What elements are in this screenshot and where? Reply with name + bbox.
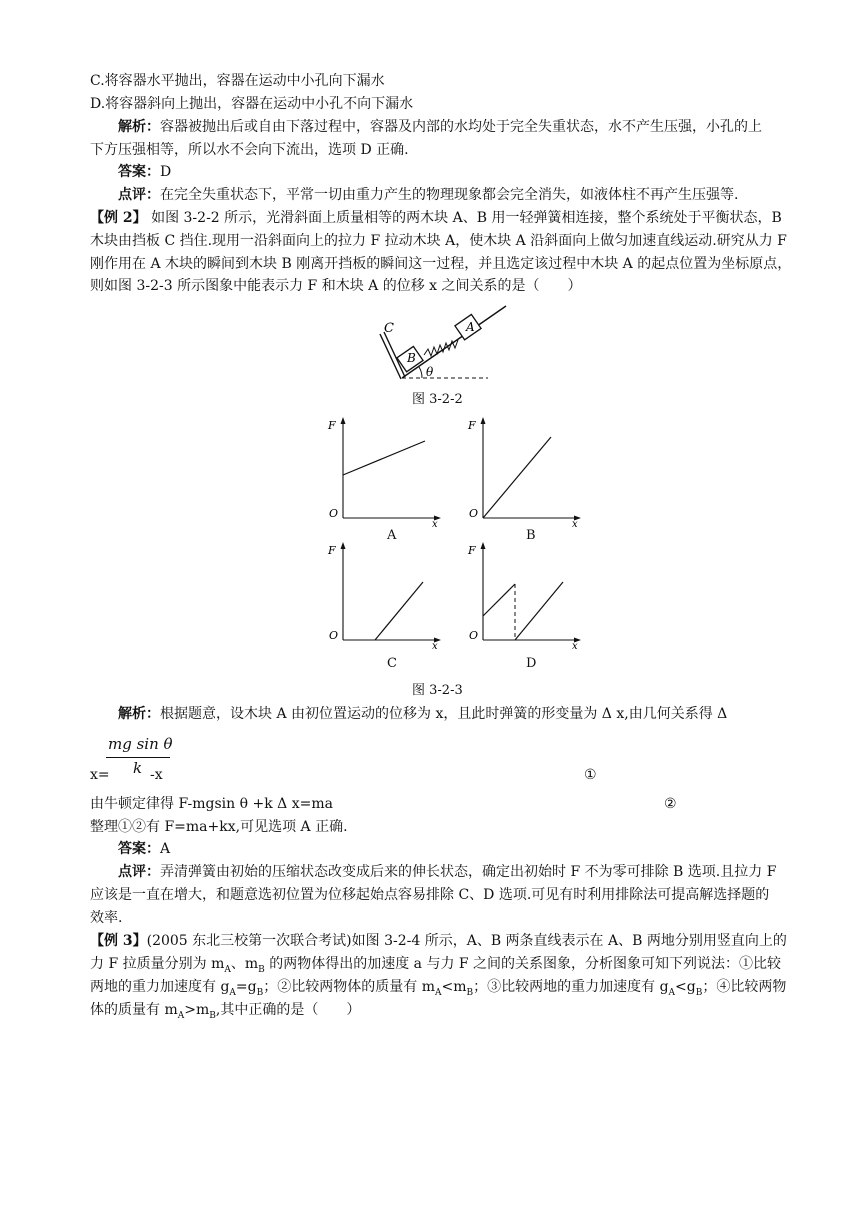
equation-1-marker: ① — [584, 767, 597, 783]
label-a: A — [466, 320, 475, 334]
answer-value: D — [160, 164, 172, 180]
analysis-label: 解析： — [118, 119, 160, 135]
answer-value: A — [160, 841, 171, 857]
label-c: C — [384, 321, 394, 336]
analysis-text: 容器被抛出后或自由下落过程中，容器及内部的水均处于完全失重状态，水不产生压强，小孔的上 — [160, 119, 762, 135]
analysis-1-line-b: 下方压强相等，所以水不会向下流出，选项 D 正确. — [90, 142, 409, 158]
equation-1-left: x= — [90, 767, 110, 783]
origin-label: O — [329, 507, 339, 520]
example-3-line-a — [90, 930, 830, 952]
figure-3-2-3-caption: 图 3-2-3 — [412, 683, 463, 698]
answer-label: 答案： — [118, 841, 160, 857]
subscript-a: A — [224, 964, 231, 975]
comment-2-line-a — [118, 861, 858, 883]
example-3-line-c — [90, 976, 830, 998]
axis-x-label: x — [432, 641, 438, 652]
graph-a-label: A — [387, 528, 397, 543]
answer-1 — [118, 161, 858, 183]
comment-label: 点评： — [118, 187, 160, 203]
graph-d — [465, 540, 585, 652]
axis-x-label: x — [572, 641, 578, 652]
axis-x-label: x — [432, 519, 438, 527]
text-fragment: ；③比较两地的重力加速度有 g — [473, 979, 669, 995]
text-fragment: 、m — [230, 956, 259, 972]
answer-label: 答案： — [118, 164, 160, 180]
text-fragment: 体的质量有 m — [90, 1002, 178, 1018]
graph-b — [465, 415, 585, 527]
subscript-a: A — [434, 987, 442, 998]
text-fragment: <g — [675, 979, 696, 995]
analysis-2-line-a — [118, 703, 858, 725]
answer-2 — [118, 838, 858, 860]
example-2-label: 【例 2】 — [90, 210, 147, 226]
incline-diagram — [370, 300, 510, 385]
subscript-a: A — [177, 1010, 185, 1021]
comment-2-line-b: 应该是一直在增大，和题意选初位置为位移起始点容易排除 C、D 选项.可见有时利用排除法可提高解选择题的 — [90, 887, 770, 903]
comment-2-line-c: 效率. — [90, 910, 123, 926]
label-theta: θ — [426, 365, 434, 379]
text-fragment: ；②比较两物体的质量有 m — [263, 979, 435, 995]
text-fragment: ；④比较两物 — [702, 979, 787, 995]
subscript-b: B — [695, 987, 703, 998]
subscript-a: A — [229, 987, 236, 998]
comment-text: 在完全失重状态下，平常一切由重力产生的物理现象都会完全消失，如液体柱不再产生压强等. — [160, 187, 739, 203]
example-3-text: (2005 东北三校第一次联合考试)如图 3-2-4 所示，A、B 两条直线表示在 A、B 两地分别用竖直向上的 — [146, 933, 787, 949]
analysis-label: 解析： — [118, 706, 160, 722]
origin-label: O — [469, 507, 479, 520]
graph-d-label: D — [526, 656, 537, 671]
graph-c-label: C — [387, 656, 397, 671]
comment-1 — [118, 184, 858, 206]
graph-c — [325, 540, 445, 652]
example-3-label: 【例 3】 — [90, 933, 147, 949]
subscript-a: A — [668, 987, 676, 998]
example-2-line-a — [90, 207, 830, 229]
axis-f-label: F — [328, 419, 336, 432]
fraction-denominator: k — [133, 759, 143, 777]
text-fragment: 两地的重力加速度有 g — [90, 979, 230, 995]
text-fragment: <m — [441, 979, 467, 995]
subscript-b: B — [466, 987, 474, 998]
text-fragment: =g — [235, 979, 257, 995]
analysis-1-line-a — [118, 116, 858, 138]
subscript-b: B — [209, 1010, 216, 1021]
analysis-text: 根据题意，设木块 A 由初位置运动的位移为 x，且此时弹簧的形变量为 Δ x,由几何关系得 Δ — [160, 706, 728, 722]
origin-label: O — [469, 629, 479, 642]
example-3-line-b — [90, 953, 830, 975]
axis-f-label: F — [468, 419, 476, 432]
text-fragment: ,其中正确的是（ ） — [215, 1002, 361, 1018]
fraction-numerator: mg sin θ — [108, 735, 173, 753]
subscript-b: B — [258, 964, 265, 975]
label-b: B — [407, 351, 416, 365]
axis-f-label: F — [328, 544, 336, 557]
equation-2-marker: ② — [664, 796, 677, 812]
example-3-line-d — [90, 999, 830, 1021]
comment-text: 弄清弹簧由初始的压缩状态改变成后来的伸长状态，确定出初始时 F 不为零可排除 B 选项.且拉力 F — [160, 864, 777, 880]
equation-2: 由牛顿定律得 F-mgsin θ +k Δ x=ma — [90, 796, 333, 812]
result-2: 整理①②有 F=ma+kx,可见选项 A 正确. — [90, 819, 348, 835]
origin-label: O — [329, 629, 339, 642]
axis-f-label: F — [468, 544, 476, 557]
example-2-line-c: 刚作用在 A 木块的瞬间到木块 B 刚离开挡板的瞬间这一过程，并且选定该过程中木块 A 的起点位置为坐标原点， — [90, 256, 792, 272]
option-c: C.将容器水平抛出，容器在运动中小孔向下漏水 — [90, 73, 385, 89]
text-fragment: 力 F 拉质量分别为 m — [90, 956, 225, 972]
equation-1-right: -x — [150, 767, 163, 783]
example-2-line-b: 木块由挡板 C 挡住.现用一沿斜面向上的拉力 F 拉动木块 A，使木块 A 沿斜面向上做匀加速直线运动.研究从力 F — [90, 233, 787, 249]
text-fragment: 的两物体得出的加速度 a 与力 F 之间的关系图象，分析图象可知下列说法：①比较 — [264, 956, 782, 972]
axis-x-label: x — [572, 519, 578, 527]
option-d: D.将容器斜向上抛出，容器在运动中小孔不向下漏水 — [90, 96, 414, 112]
graph-a — [325, 415, 445, 527]
comment-label: 点评： — [118, 864, 160, 880]
example-2-text: 如图 3-2-2 所示，光滑斜面上质量相等的两木块 A、B 用一轻弹簧相连接，整个系统处于平衡状态，B — [146, 210, 782, 226]
subscript-b: B — [256, 987, 264, 998]
figure-3-2-2-caption: 图 3-2-2 — [412, 392, 463, 407]
example-2-line-d: 则如图 3-2-3 所示图象中能表示力 F 和木块 A 的位移 x 之间关系的是（ ） — [90, 278, 582, 294]
text-fragment: >m — [184, 1002, 210, 1018]
graph-b-label: B — [526, 528, 536, 543]
